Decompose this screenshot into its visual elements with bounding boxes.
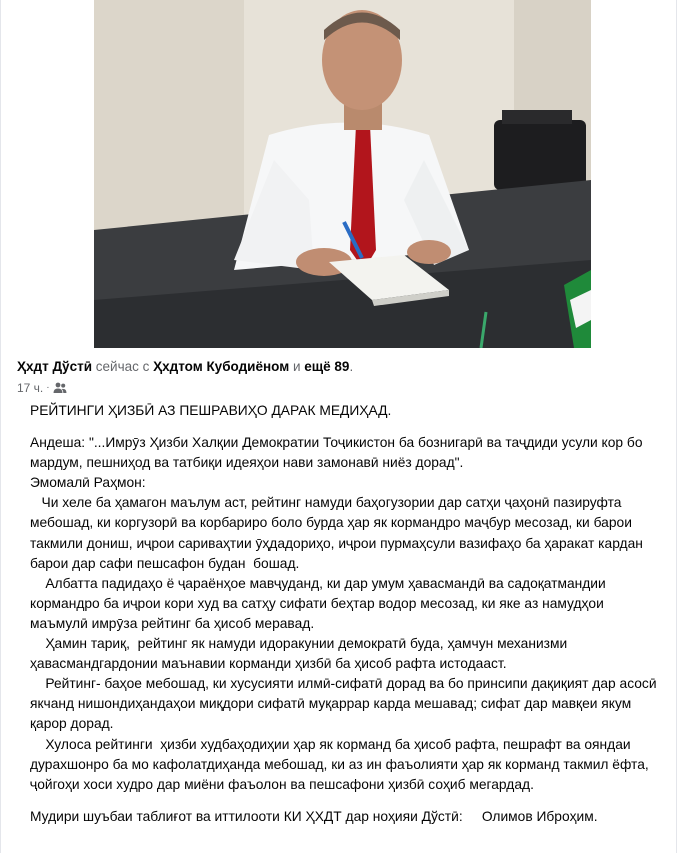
post-paragraph: Ҳамин тариқ, рейтинг як намуди идоракунии демократӣ буда, ҳамчун механизми ҳавасмандгардонии маънавии корманди ҳизбӣ ба ҳисоб рафта истодааст. bbox=[30, 636, 572, 672]
friends-icon[interactable] bbox=[53, 382, 67, 394]
and-word: и bbox=[292, 359, 301, 374]
tagged-person[interactable]: Ҳхдтом Кубодиёном bbox=[153, 359, 290, 374]
post-paragraph: Эмомалӣ Раҳмон: bbox=[30, 475, 146, 491]
post-time[interactable]: 17 ч. bbox=[17, 381, 44, 395]
author-name[interactable]: Ҳхдт Дўстӣ bbox=[17, 359, 92, 374]
separator-dot: · bbox=[46, 382, 50, 393]
post-meta bbox=[17, 380, 657, 396]
post-paragraph: Албатта падидаҳо ё ҷараёнҳое мавҷуданд, ки дар умум ҳавасмандӣ ва садоқатмандии кормандро ба иҷрои кори худ ва сатҳу сифати беҳтар водор месозад, ки яке аз намудҳои маъмулӣ имрӯза рейтинг ба ҳисоб меравад. bbox=[30, 575, 610, 631]
post-paragraph: Рейтинг- баҳое мебошад, ки хусусияти илмӣ-сифатӣ дорад ва бо принсипи дақиқият дар асосӣ якчанд нишондиҳандаҳои миқдори сифатӣ муқаррар карда мешавад; сифат дар мавқеи якум қарор дорад. bbox=[30, 676, 661, 732]
author-line bbox=[17, 358, 657, 376]
post-body bbox=[30, 401, 660, 827]
with-prefix: сейчас с bbox=[95, 359, 150, 374]
post-signature: Мудири шуъбаи таблиғот ва иттилооти КИ ҲХДТ дар ноҳияи Дўстӣ: Олимов Иброҳим. bbox=[30, 808, 598, 824]
post-photo[interactable] bbox=[94, 0, 591, 348]
post-paragraph: Хулоса рейтинги ҳизби худбаҳодиҳии ҳар як корманд ба ҳисоб рафта, пешрафт ва ояндаи дурахшонро ба мо кафолатдиҳанда мебошад, ки аз ин фаъолияти ҳар як корманд такмил ёфта, ҷойгоҳи хоси худро дар миёни фаъолон ва пешсафони ҳизбӣ соҳиб мегардад. bbox=[30, 736, 653, 792]
post-paragraph: Андеша: "...Имрӯз Ҳизби Халқии Демократии Тоҷикистон ба бознигарӣ ва таҷдиди усули кор бо мардум, пешниҳод ва татбиқи идеяҳои нави замонавӣ ниёз дорад". bbox=[30, 435, 647, 471]
post-paragraph: Чи хеле ба ҳамагон маълум аст, рейтинг намуди баҳогузории дар сатҳи ҷаҳонӣ пазируфта мебошад, ки коргузорӣ ва корбариро боло бурда ҳар як кормандро маҷбур месозад, ки барои такмили дониш, иҷрои сариваҳтии ӯҳдадориҳо, иҷрои пурмаҳсули вазифаҳо ба ҳаракат кардан барои дар сафи пешсафон будан бошад. bbox=[30, 495, 647, 571]
others-link[interactable]: ещё 89 bbox=[304, 359, 350, 374]
post-headline: РЕЙТИНГИ ҲИЗБӢ АЗ ПЕШРАВИҲО ДАРАК МЕДИҲАД. bbox=[30, 403, 392, 418]
period: . bbox=[349, 359, 354, 374]
post-photo-container[interactable] bbox=[1, 0, 676, 348]
post-header bbox=[17, 358, 657, 396]
